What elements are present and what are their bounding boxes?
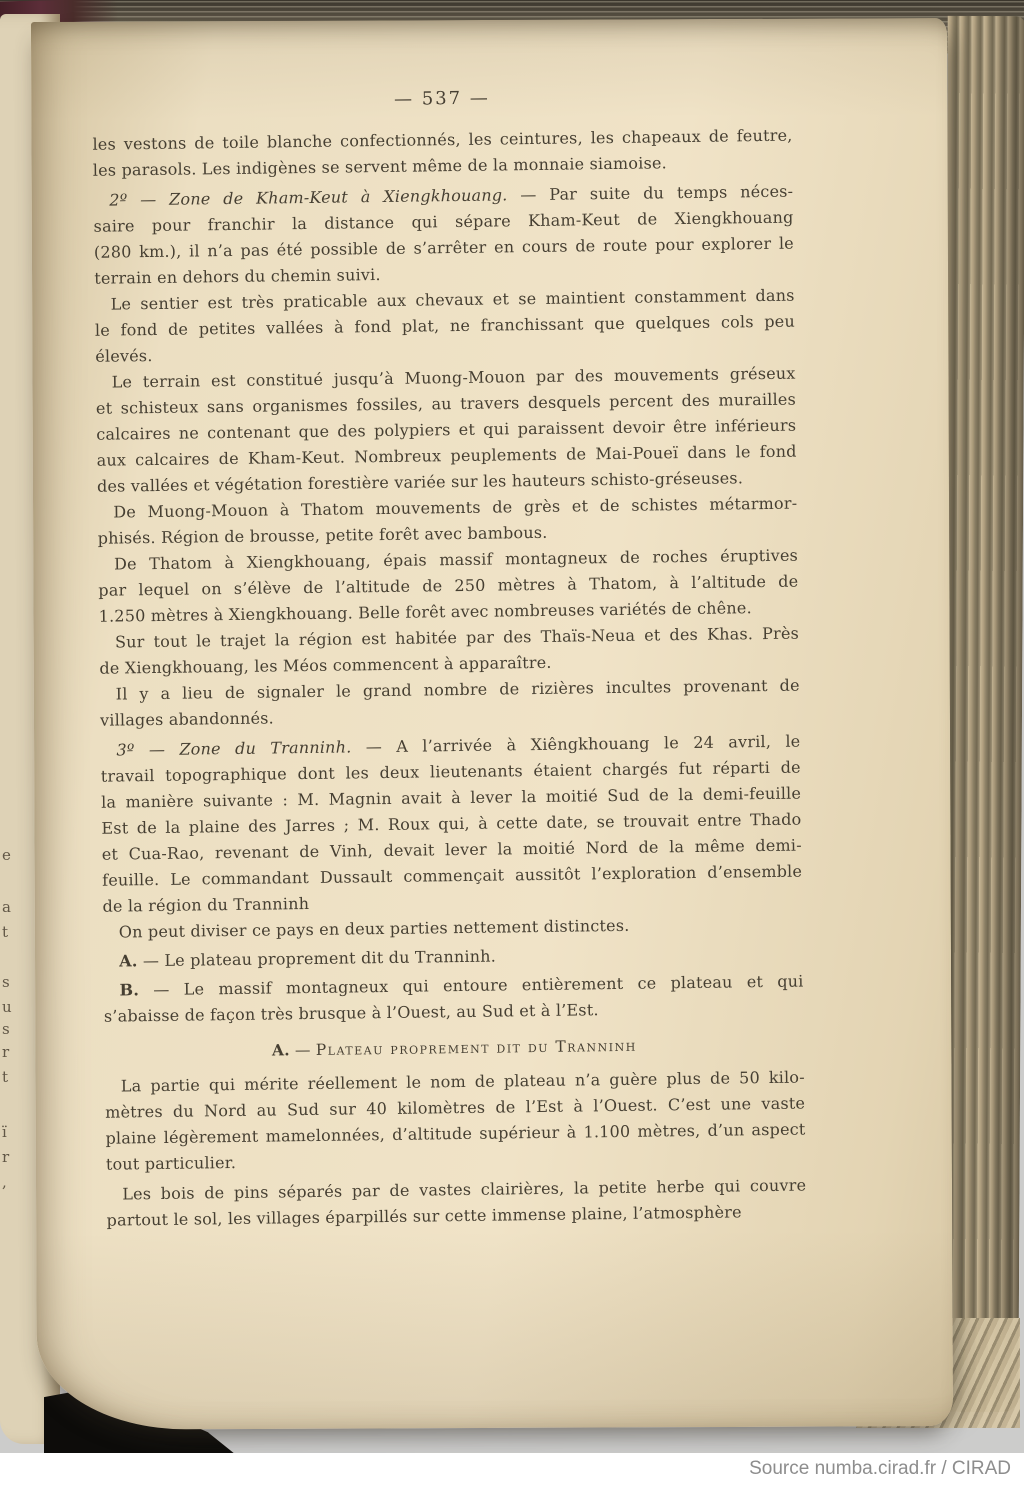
text-segment: les vestons de toile blanche confectionnés, les ceintures, les chapeaux de feutre, <box>92 125 793 154</box>
text-segment: et schisteux sans organismes fossiles, au travers desquels percent des murailles <box>95 389 797 418</box>
text-segment: (280 km.), il n’a pas été possible de s’arrêter en cours de route pour explorer le <box>93 233 795 262</box>
facing-page-letter-fragment: ï <box>2 1123 7 1141</box>
source-caption-band <box>0 1453 1024 1487</box>
facing-page-letter-fragment: u <box>2 998 12 1016</box>
text-segment: — Le massif montagneux qui entoure entièrement ce plateau et qui <box>138 971 804 1000</box>
para-zone-tranninh <box>100 729 802 920</box>
para-bois-de-pins <box>106 1173 807 1234</box>
facing-page-letter-fragment: e <box>2 846 11 864</box>
text-segment: Est de la plaine des Jarres ; M. Roux qui, à cette date, se trouvait entre Thado <box>101 809 802 838</box>
text-segment: de la région du Tranninh <box>102 894 310 916</box>
text-segment: plaine légèrement mamelonnées, d’altitude supérieur à 1.100 mètres, d’un aspect <box>105 1119 806 1148</box>
text-segment: tout particulier. <box>105 1152 237 1174</box>
page-number: — 537 — <box>393 87 490 110</box>
facing-page-letter-fragment: , <box>2 1173 7 1191</box>
text-line <box>104 1031 804 1066</box>
item-b <box>103 969 804 1030</box>
facing-page-letter-fragment: r <box>2 1043 10 1061</box>
para-terrain <box>95 361 797 500</box>
para-muong-mouon <box>97 491 798 552</box>
heading-plateau <box>104 1031 804 1066</box>
facing-page-letter-fragment: t <box>2 1068 9 1086</box>
facing-page-letter-fragment: s <box>2 973 10 991</box>
para-zone-kham-keut <box>93 179 794 292</box>
text-segment: calcaires ne contenant que des polypiers et qui paraissent devoir être inférieurs <box>96 415 797 444</box>
text-segment: Le terrain est constitué jusqu’à Muong-Mouon par des mouvements gréseux <box>111 363 796 392</box>
facing-page-letter-fragment: r <box>2 1148 10 1166</box>
text-segment: De Thatom à Xiengkhouang, épais massif montagneux de roches éruptives <box>113 545 799 574</box>
text-segment: feuille. Le commandant Dussault commençait aussitôt l’exploration d’ensemble <box>102 861 803 890</box>
text-segment: Sur tout le trajet la région est habitée par des Thaïs-Neua et des Khas. Près <box>114 623 800 652</box>
text-segment: A. <box>119 951 138 971</box>
para-continuation <box>92 123 793 184</box>
text-segment: le fond de petites vallées à fond plat, ne franchissant que quelques cols peu <box>94 311 796 340</box>
para-thatom <box>98 543 799 630</box>
text-segment: élevés. <box>95 346 153 366</box>
text-segment: — A l’arrivée à Xiêngkhouang le 24 avril, le <box>351 731 801 757</box>
text-segment: les parasols. Les indigènes se servent même de la monnaie siamoise. <box>92 153 668 180</box>
source-caption: Source numba.cirad.fr / CIRAD <box>749 1458 1011 1479</box>
text-segment: saire pour franchir la distance qui sépare Kham-Keut de Xiengkhouang <box>93 207 794 236</box>
text-segment: phisés. Région de brousse, petite forêt avec bambous. <box>97 522 548 548</box>
text-block <box>92 123 806 1234</box>
text-segment: la manière suivante : M. Magnin avait à lever la moitié Sud de la demi-feuille <box>101 783 802 812</box>
text-segment: et Cua-Rao, revenant de Vinh, devait lever la moitié Nord de la même demi- <box>101 835 802 864</box>
para-plateau-dimensions <box>105 1065 806 1178</box>
text-segment: — Par suite du temps néces- <box>507 181 794 205</box>
text-segment: — Le plateau proprement dit du Tranninh. <box>137 946 497 971</box>
text-segment: de Xiengkhouang, les Méos commencent à apparaître. <box>99 652 552 678</box>
text-segment: Plateau proprement dit du Tranninh <box>315 1036 637 1059</box>
para-sentier <box>94 283 795 370</box>
text-segment: De Muong-Mouon à Thatom mouvements de grès et de schistes métarmor- <box>113 493 798 522</box>
facing-page-letter-fragment: a <box>2 898 11 916</box>
text-segment: B. <box>119 980 140 1000</box>
book-page <box>31 18 953 1430</box>
text-segment: 2º — Zone de Kham-Keut à Xiengkhouang. <box>109 185 508 210</box>
para-thais-neua <box>99 621 800 682</box>
facing-page-letter-fragment: t <box>2 923 9 941</box>
text-segment: s’abaisse de façon très brusque à l’Ouest, au Sud et à l’Est. <box>103 1000 599 1026</box>
text-segment: Le sentier est très praticable aux chevaux et se maintient constamment dans <box>110 285 795 314</box>
text-segment: A. <box>271 1040 290 1060</box>
text-segment: mètres du Nord au Sud sur 40 kilomètres de l’Est à l’Ouest. C’est une vaste <box>105 1093 806 1122</box>
text-segment: terrain en dehors du chemin suivi. <box>94 265 381 288</box>
text-segment: La partie qui mérite réellement le nom de plateau n’a guère plus de 50 kilo- <box>120 1067 805 1096</box>
text-segment: — <box>289 1040 316 1060</box>
text-segment: 3º — Zone du Tranninh. <box>116 737 352 760</box>
page-content <box>91 16 809 1433</box>
text-segment: travail topographique dont les deux lieutenants étaient chargés fut réparti de <box>100 757 801 786</box>
text-segment: 1.250 mètres à Xiengkhouang. Belle forêt avec nombreuses variétés de chêne. <box>98 598 752 626</box>
text-segment: par lequel on s’élève de l’altitude de 250 mètres à Thatom, à l’altitude de <box>98 571 799 600</box>
text-segment: des vallées et végétation forestière variée sur les hauteurs schisto-gréseuses. <box>96 468 744 496</box>
text-segment: partout le sol, les villages éparpillés sur cette immense plaine, l’atmosphère <box>106 1202 742 1230</box>
para-rizieres <box>100 673 801 734</box>
facing-page-letter-fragment: s <box>2 1020 10 1038</box>
text-segment: Il y a lieu de signaler le grand nombre de rizières incultes provenant de <box>115 675 800 704</box>
text-segment: villages abandonnés. <box>99 708 274 730</box>
text-segment: On peut diviser ce pays en deux parties nettement distinctes. <box>118 915 630 942</box>
book-fore-edge <box>940 16 1024 1412</box>
text-segment: Les bois de pins séparés par de vastes clairières, la petite herbe qui couvre <box>122 1175 807 1204</box>
text-segment: aux calcaires de Kham-Keut. Nombreux peuplements de Mai-Poueï dans le fond <box>96 441 797 470</box>
